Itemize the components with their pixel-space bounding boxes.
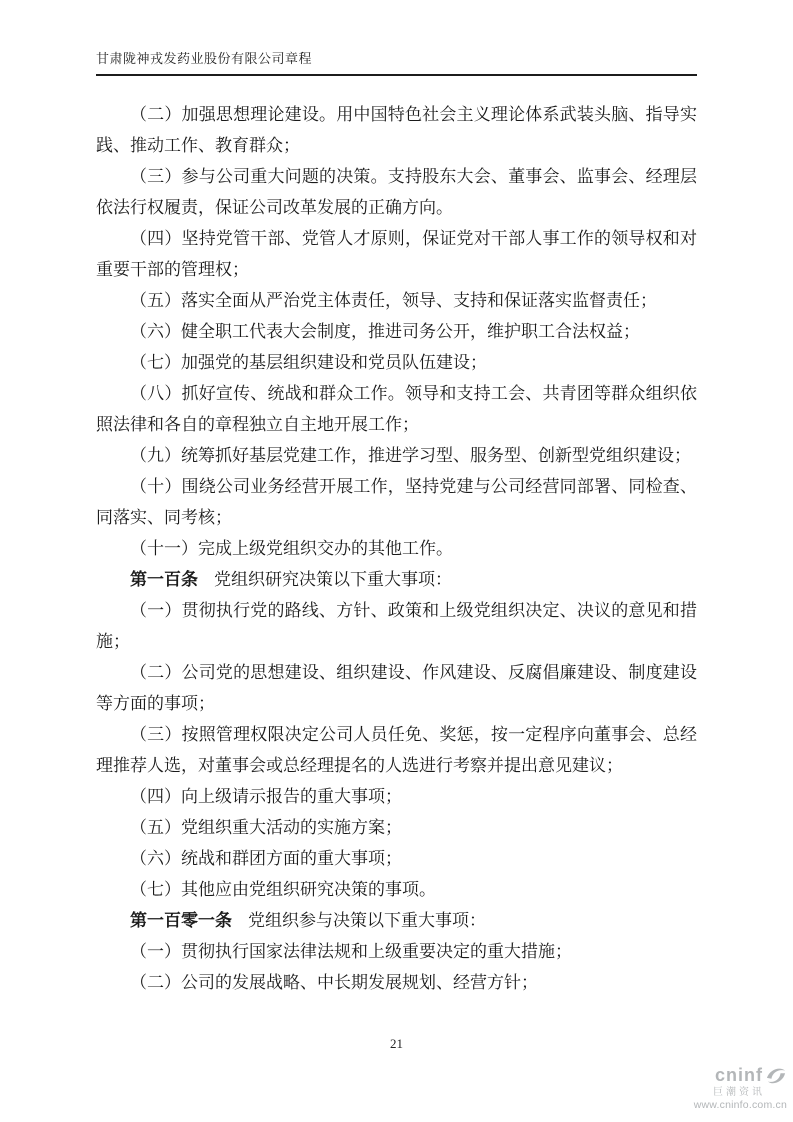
paragraph-text: （五）党组织重大活动的实施方案；	[130, 818, 402, 837]
cninfo-url: www.cninfo.com.cn	[693, 1099, 787, 1111]
paragraph-text: （二）公司的发展战略、中长期发展规划、经营方针；	[130, 973, 538, 992]
paragraph-text: （四）坚持党管干部、党管人才原则，保证党对干部人事工作的领导权和对重要干部的管理权；	[96, 229, 697, 279]
article-number: 第一百零一条	[130, 911, 232, 930]
cninfo-brand-name: 巨潮资讯	[713, 1087, 765, 1098]
paragraph	[96, 564, 697, 595]
paragraph	[96, 440, 697, 471]
paragraph-text: 党组织研究决策以下重大事项：	[214, 570, 452, 589]
cninfo-logo-row	[657, 1066, 787, 1086]
paragraph-text: （八）抓好宣传、统战和群众工作。领导和支持工会、共青团等群众组织依照法律和各自的章程独立自主地开展工作；	[96, 384, 697, 434]
paragraph	[96, 874, 697, 905]
cninfo-logo-text: cninf	[715, 1065, 763, 1086]
cninfo-swirl-icon	[765, 1066, 787, 1086]
paragraph	[96, 812, 697, 843]
paragraph-text: （二）加强思想理论建设。用中国特色社会主义理论体系武装头脑、指导实践、推动工作、教育群众；	[96, 105, 697, 155]
paragraph-text: （三）按照管理权限决定公司人员任免、奖惩，按一定程序向董事会、总经理推荐人选，对董事会或总经理提名的人选进行考察并提出意见建议；	[96, 725, 697, 775]
paragraph-text: （五）落实全面从严治党主体责任，领导、支持和保证落实监督责任；	[130, 291, 657, 310]
paragraph-text: （一）贯彻执行国家法律法规和上级重要决定的重大措施；	[130, 942, 572, 961]
paragraph	[96, 595, 697, 657]
paragraph	[96, 936, 697, 967]
paragraph	[96, 533, 697, 564]
paragraph-text: （三）参与公司重大问题的决策。支持股东大会、董事会、监事会、经理层依法行权履责，保证公司改革发展的正确方向。	[96, 167, 697, 217]
paragraph-text: （七）加强党的基层组织建设和党员队伍建设；	[130, 353, 487, 372]
paragraph	[96, 967, 697, 998]
paragraph	[96, 347, 697, 378]
page-number: 21	[390, 1036, 403, 1051]
paragraph	[96, 161, 697, 223]
header-title: 甘肃陇神戎发药业股份有限公司章程	[96, 51, 313, 66]
paragraph-text: （十）围绕公司业务经营开展工作，坚持党建与公司经营同部署、同检查、同落实、同考核；	[96, 477, 697, 527]
paragraph-text: 党组织参与决策以下重大事项：	[248, 911, 486, 930]
paragraph	[96, 657, 697, 719]
paragraph	[96, 471, 697, 533]
paragraph-text: （六）统战和群团方面的重大事项；	[130, 849, 402, 868]
paragraph-text: （一）贯彻执行党的路线、方针、政策和上级党组织决定、决议的意见和措施；	[96, 601, 697, 651]
paragraph	[96, 316, 697, 347]
paragraph	[96, 905, 697, 936]
paragraph-text: （四）向上级请示报告的重大事项；	[130, 787, 402, 806]
paragraph	[96, 378, 697, 440]
paragraph-text: （七）其他应由党组织研究决策的事项。	[130, 880, 436, 899]
paragraph-text: （九）统筹抓好基层党建工作，推进学习型、服务型、创新型党组织建设；	[130, 446, 691, 465]
paragraph-text: （十一）完成上级党组织交办的其他工作。	[130, 539, 453, 558]
paragraph-text: （六）健全职工代表大会制度，推进司务公开，维护职工合法权益；	[130, 322, 640, 341]
cninfo-watermark	[657, 1066, 787, 1112]
paragraph	[96, 223, 697, 285]
article-number: 第一百条	[130, 570, 198, 589]
paragraph-text: （二）公司党的思想建设、组织建设、作风建设、反腐倡廉建设、制度建设等方面的事项；	[96, 663, 697, 713]
paragraph	[96, 843, 697, 874]
paragraph	[96, 99, 697, 161]
paragraph	[96, 285, 697, 316]
paragraph	[96, 719, 697, 781]
paragraph	[96, 781, 697, 812]
document-body	[96, 99, 697, 998]
page-header	[96, 48, 697, 76]
